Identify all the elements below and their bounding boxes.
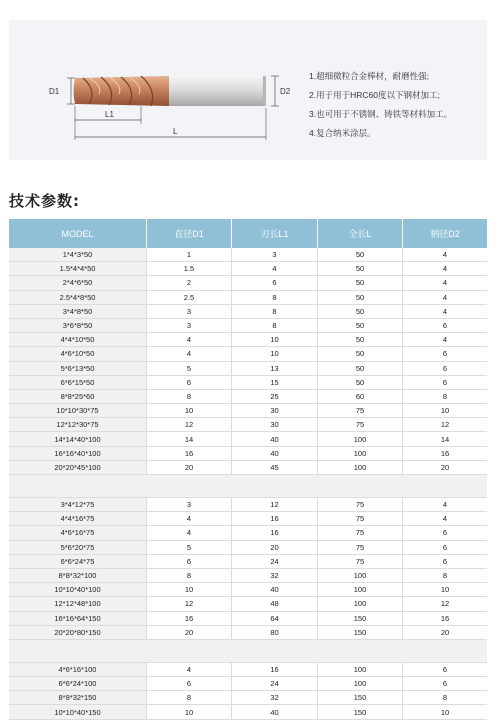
- table-row: [9, 376, 487, 390]
- cell-diameter-d1: 3: [147, 305, 232, 318]
- cell-shank-diameter-d2: 4: [403, 248, 487, 261]
- cell-overall-length-l: 100: [318, 597, 403, 610]
- cell-model: 5*6*13*50: [9, 362, 147, 375]
- cell-shank-diameter-d2: 4: [403, 512, 487, 525]
- cell-overall-length-l: 50: [318, 362, 403, 375]
- cell-shank-diameter-d2: 16: [403, 612, 487, 625]
- feature-item: 3.也可用于不锈钢、铸铁等材料加工。: [309, 109, 453, 119]
- cell-model: 10*10*40*150: [9, 705, 147, 718]
- cell-diameter-d1: 10: [147, 583, 232, 596]
- cell-cutting-length-l1: 40: [232, 705, 318, 718]
- cell-diameter-d1: 2.5: [147, 291, 232, 304]
- cell-model: 5*6*20*75: [9, 541, 147, 554]
- cell-cutting-length-l1: 45: [232, 461, 318, 474]
- cell-shank-diameter-d2: 8: [403, 569, 487, 582]
- cell-overall-length-l: 50: [318, 248, 403, 261]
- cell-shank-diameter-d2: 6: [403, 555, 487, 568]
- cell-model: 4*6*16*100: [9, 663, 147, 676]
- table-row: [9, 626, 487, 640]
- cell-cutting-length-l1: 8: [232, 319, 318, 332]
- cell-overall-length-l: 100: [318, 432, 403, 445]
- cell-model: 4*6*10*50: [9, 347, 147, 360]
- cell-diameter-d1: 16: [147, 447, 232, 460]
- end-mill-drawing: [9, 20, 309, 160]
- table-row: [9, 691, 487, 705]
- cell-model: 8*8*32*150: [9, 691, 147, 704]
- cell-shank-diameter-d2: 20: [403, 461, 487, 474]
- cell-cutting-length-l1: 25: [232, 390, 318, 403]
- table-row: [9, 705, 487, 719]
- cell-overall-length-l: 75: [318, 418, 403, 431]
- cell-cutting-length-l1: 32: [232, 569, 318, 582]
- table-row: [9, 432, 487, 446]
- cell-model: 6*6*24*75: [9, 555, 147, 568]
- table-row: [9, 461, 487, 475]
- cell-diameter-d1: 8: [147, 569, 232, 582]
- cell-diameter-d1: 5: [147, 541, 232, 554]
- cell-overall-length-l: 100: [318, 583, 403, 596]
- feature-item: 4.复合纳米涂层。: [309, 128, 376, 138]
- feature-item: 2.用于用于HRC60度以下钢材加工;: [309, 90, 440, 100]
- cell-cutting-length-l1: 13: [232, 362, 318, 375]
- cell-shank-diameter-d2: 12: [403, 597, 487, 610]
- cell-overall-length-l: 60: [318, 390, 403, 403]
- header-cutting-length-l1: 刃长L1: [232, 219, 318, 248]
- cell-shank-diameter-d2: 6: [403, 677, 487, 690]
- table-row: [9, 291, 487, 305]
- cell-overall-length-l: 50: [318, 276, 403, 289]
- cell-overall-length-l: 75: [318, 526, 403, 539]
- cell-diameter-d1: 20: [147, 626, 232, 639]
- cell-cutting-length-l1: 48: [232, 597, 318, 610]
- product-hero-panel: [9, 20, 487, 160]
- table-row: [9, 319, 487, 333]
- cell-shank-diameter-d2: 20: [403, 626, 487, 639]
- cell-cutting-length-l1: 24: [232, 677, 318, 690]
- cell-shank-diameter-d2: 4: [403, 333, 487, 346]
- cell-overall-length-l: 150: [318, 626, 403, 639]
- cell-shank-diameter-d2: 6: [403, 376, 487, 389]
- cell-diameter-d1: 8: [147, 691, 232, 704]
- cell-cutting-length-l1: 8: [232, 291, 318, 304]
- cell-diameter-d1: 6: [147, 376, 232, 389]
- shank: [169, 76, 265, 106]
- cell-model: 20*20*80*150: [9, 626, 147, 639]
- cell-cutting-length-l1: 64: [232, 612, 318, 625]
- section-title: 技术参数:: [9, 192, 80, 210]
- table-row: [9, 526, 487, 540]
- header-model: MODEL: [9, 219, 147, 248]
- cell-model: 1.5*4*4*50: [9, 262, 147, 275]
- l1-label: L1: [105, 110, 114, 119]
- cell-shank-diameter-d2: 4: [403, 305, 487, 318]
- cell-diameter-d1: 20: [147, 461, 232, 474]
- cell-overall-length-l: 150: [318, 705, 403, 718]
- cell-cutting-length-l1: 12: [232, 498, 318, 511]
- cell-shank-diameter-d2: 6: [403, 347, 487, 360]
- cell-overall-length-l: 100: [318, 677, 403, 690]
- cell-model: 10*10*40*100: [9, 583, 147, 596]
- cell-cutting-length-l1: 32: [232, 691, 318, 704]
- cell-diameter-d1: 4: [147, 333, 232, 346]
- cell-diameter-d1: 3: [147, 498, 232, 511]
- table-row: [9, 597, 487, 611]
- cell-overall-length-l: 75: [318, 498, 403, 511]
- end-mill-diagram: [9, 20, 309, 160]
- cell-model: 10*10*30*75: [9, 404, 147, 417]
- cell-diameter-d1: 12: [147, 418, 232, 431]
- table-row: [9, 663, 487, 677]
- cell-overall-length-l: 150: [318, 612, 403, 625]
- cell-overall-length-l: 50: [318, 333, 403, 346]
- cell-overall-length-l: 50: [318, 376, 403, 389]
- header-shank-diameter-d2: 柄径D2: [430, 229, 460, 239]
- table-row: [9, 347, 487, 361]
- cell-shank-diameter-d2: 4: [403, 498, 487, 511]
- cell-diameter-d1: 12: [147, 597, 232, 610]
- table-body: [9, 248, 487, 720]
- cell-model: 2*4*6*50: [9, 276, 147, 289]
- cell-shank-diameter-d2: 4: [403, 276, 487, 289]
- cell-diameter-d1: 4: [147, 663, 232, 676]
- cell-diameter-d1: 4: [147, 526, 232, 539]
- cell-shank-diameter-d2: 14: [403, 432, 487, 445]
- cell-diameter-d1: 6: [147, 555, 232, 568]
- table-row: [9, 276, 487, 290]
- cell-overall-length-l: 100: [318, 447, 403, 460]
- cell-overall-length-l: 75: [318, 404, 403, 417]
- cell-model: 3*4*12*75: [9, 498, 147, 511]
- cell-cutting-length-l1: 30: [232, 418, 318, 431]
- cell-cutting-length-l1: 30: [232, 404, 318, 417]
- cell-overall-length-l: 100: [318, 569, 403, 582]
- cell-model: 3*6*8*50: [9, 319, 147, 332]
- cell-diameter-d1: 6: [147, 677, 232, 690]
- cell-model: 1*4*3*50: [9, 248, 147, 261]
- cell-cutting-length-l1: 10: [232, 333, 318, 346]
- cell-cutting-length-l1: 16: [232, 663, 318, 676]
- spec-table: [9, 219, 487, 720]
- cell-diameter-d1: 16: [147, 612, 232, 625]
- table-row: [9, 555, 487, 569]
- cell-model: 4*4*10*50: [9, 333, 147, 346]
- cell-model: 8*8*25*60: [9, 390, 147, 403]
- table-row: [9, 418, 487, 432]
- cell-diameter-d1: 1.5: [147, 262, 232, 275]
- table-row: [9, 262, 487, 276]
- cell-shank-diameter-d2: 6: [403, 319, 487, 332]
- cell-model: 14*14*40*100: [9, 432, 147, 445]
- cell-overall-length-l: 75: [318, 541, 403, 554]
- cell-cutting-length-l1: 16: [232, 526, 318, 539]
- cell-overall-length-l: 50: [318, 305, 403, 318]
- table-row: [9, 404, 487, 418]
- cell-shank-diameter-d2: 6: [403, 362, 487, 375]
- cell-model: 4*4*16*75: [9, 512, 147, 525]
- feature-list: [309, 67, 489, 143]
- cell-cutting-length-l1: 40: [232, 432, 318, 445]
- cell-model: 2.5*4*8*50: [9, 291, 147, 304]
- cell-model: 6*6*15*50: [9, 376, 147, 389]
- cell-overall-length-l: 100: [318, 461, 403, 474]
- cell-diameter-d1: 4: [147, 347, 232, 360]
- cell-cutting-length-l1: 15: [232, 376, 318, 389]
- cell-overall-length-l: 75: [318, 555, 403, 568]
- cell-diameter-d1: 5: [147, 362, 232, 375]
- table-header: [9, 219, 487, 248]
- group-separator: [9, 475, 487, 498]
- cell-shank-diameter-d2: 12: [403, 418, 487, 431]
- cell-diameter-d1: 14: [147, 432, 232, 445]
- cell-diameter-d1: 4: [147, 512, 232, 525]
- cell-cutting-length-l1: 10: [232, 347, 318, 360]
- cell-diameter-d1: 10: [147, 705, 232, 718]
- group-separator: [9, 640, 487, 663]
- cell-model: 16*16*40*100: [9, 447, 147, 460]
- table-row: [9, 512, 487, 526]
- table-row: [9, 677, 487, 691]
- cell-overall-length-l: 100: [318, 663, 403, 676]
- cell-shank-diameter-d2: 4: [403, 262, 487, 275]
- cell-overall-length-l: 75: [318, 512, 403, 525]
- cell-cutting-length-l1: 40: [232, 447, 318, 460]
- table-row: [9, 390, 487, 404]
- cell-cutting-length-l1: 3: [232, 248, 318, 261]
- d1-label: D1: [49, 87, 60, 96]
- cell-cutting-length-l1: 20: [232, 541, 318, 554]
- cell-shank-diameter-d2: 6: [403, 541, 487, 554]
- cell-shank-diameter-d2: 6: [403, 526, 487, 539]
- cell-overall-length-l: 50: [318, 291, 403, 304]
- cell-diameter-d1: 10: [147, 404, 232, 417]
- cell-shank-diameter-d2: 6: [403, 663, 487, 676]
- table-row: [9, 333, 487, 347]
- table-row: [9, 305, 487, 319]
- cell-diameter-d1: 2: [147, 276, 232, 289]
- cell-model: 6*6*24*100: [9, 677, 147, 690]
- cell-shank-diameter-d2: 10: [403, 404, 487, 417]
- flute-body: [74, 76, 170, 106]
- cell-shank-diameter-d2: 16: [403, 447, 487, 460]
- cell-model: 3*4*8*50: [9, 305, 147, 318]
- cell-shank-diameter-d2: 10: [403, 583, 487, 596]
- cell-model: 12*12*30*75: [9, 418, 147, 431]
- table-row: [9, 612, 487, 626]
- cell-cutting-length-l1: 16: [232, 512, 318, 525]
- cell-model: 16*16*64*150: [9, 612, 147, 625]
- table-row: [9, 541, 487, 555]
- cell-cutting-length-l1: 40: [232, 583, 318, 596]
- cell-overall-length-l: 150: [318, 691, 403, 704]
- table-row: [9, 362, 487, 376]
- feature-item: 1.超细微粒合金棒材，耐磨性强;: [309, 71, 429, 81]
- cell-shank-diameter-d2: 8: [403, 390, 487, 403]
- shank-end: [263, 76, 266, 106]
- header-overall-length-l: 全长L: [318, 219, 403, 248]
- table-row: [9, 447, 487, 461]
- cell-shank-diameter-d2: 8: [403, 691, 487, 704]
- l-label: L: [173, 127, 178, 136]
- table-row: [9, 248, 487, 262]
- table-row: [9, 569, 487, 583]
- cell-diameter-d1: 1: [147, 248, 232, 261]
- cell-diameter-d1: 8: [147, 390, 232, 403]
- cell-cutting-length-l1: 24: [232, 555, 318, 568]
- cell-model: 20*20*45*100: [9, 461, 147, 474]
- cell-shank-diameter-d2: 4: [403, 291, 487, 304]
- cell-cutting-length-l1: 6: [232, 276, 318, 289]
- cell-cutting-length-l1: 80: [232, 626, 318, 639]
- cell-overall-length-l: 50: [318, 319, 403, 332]
- cell-diameter-d1: 3: [147, 319, 232, 332]
- cell-overall-length-l: 50: [318, 262, 403, 275]
- cell-model: 12*12*48*100: [9, 597, 147, 610]
- cell-cutting-length-l1: 8: [232, 305, 318, 318]
- table-row: [9, 583, 487, 597]
- header-diameter-d1: 直径D1: [147, 219, 232, 248]
- cell-model: 4*6*16*75: [9, 526, 147, 539]
- cell-model: 8*8*32*100: [9, 569, 147, 582]
- cell-cutting-length-l1: 4: [232, 262, 318, 275]
- table-row: [9, 498, 487, 512]
- d2-label: D2: [280, 87, 291, 96]
- cell-shank-diameter-d2: 10: [403, 705, 487, 718]
- cell-overall-length-l: 50: [318, 347, 403, 360]
